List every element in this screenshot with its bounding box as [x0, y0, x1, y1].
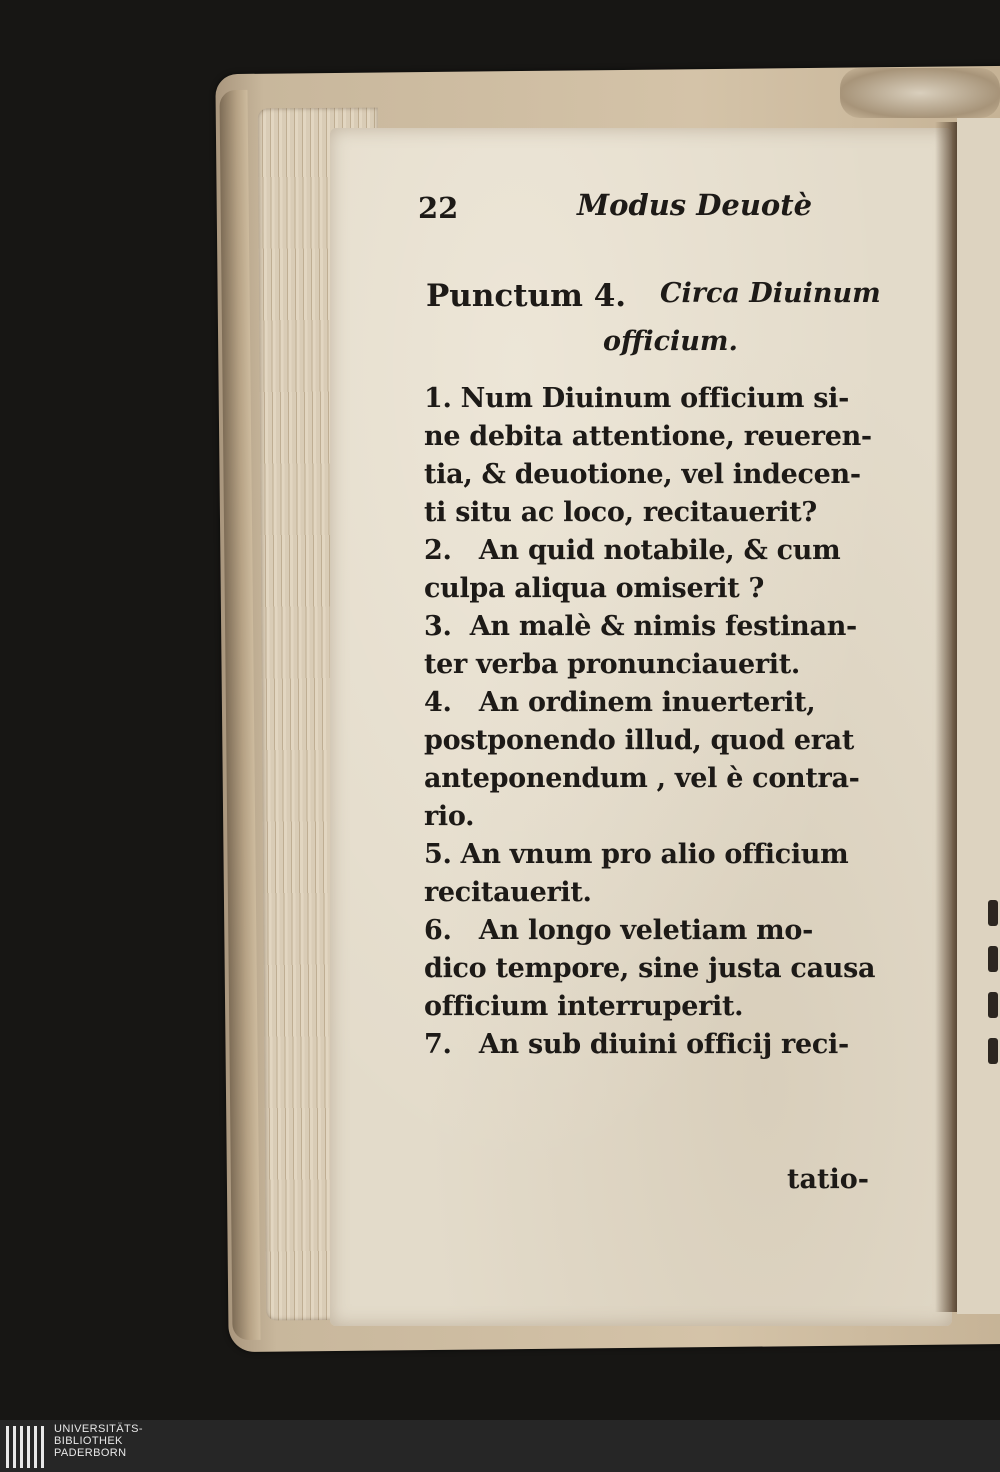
body-text — [424, 380, 934, 1064]
text-line: culpa aliqua omiserit ? — [424, 573, 765, 604]
binding-thread — [840, 68, 1000, 118]
text-line: tia, & deuotione, vel indecen- — [424, 459, 861, 490]
library-logo-icon — [6, 1426, 46, 1468]
text-line: ne debita attentione, reueren- — [424, 421, 872, 452]
section-title: Punctum 4. — [426, 278, 627, 314]
section-title-italic: Circa Diuinum — [660, 278, 881, 309]
section-title-continuation: officium. — [603, 326, 738, 357]
library-footer-bar — [0, 1420, 1000, 1472]
text-line: ti situ ac loco, recitauerit? — [424, 497, 817, 528]
text-line: 1. Num Diuinum officium si- — [424, 383, 850, 414]
text-line: recitauerit. — [424, 877, 592, 908]
text-line: dico tempore, sine justa causa — [424, 953, 876, 984]
text-line: 4. An ordinem inuerterit, — [424, 687, 816, 718]
text-line: ter verba pronunciauerit. — [424, 649, 800, 680]
catchword: tatio- — [787, 1164, 869, 1195]
text-line: 6. An longo veletiam mo- — [424, 915, 814, 946]
library-name-line: BIBLIOTHEK — [54, 1435, 123, 1447]
text-line: postponendo illud, quod erat — [424, 725, 855, 756]
library-name-line: PADERBORN — [54, 1447, 127, 1459]
page-gutter — [935, 122, 957, 1312]
text-line: officium interruperit. — [424, 991, 744, 1022]
facing-page-text-fragments — [988, 900, 1000, 1084]
text-line: 2. An quid notabile, & cum — [424, 535, 841, 566]
library-name-line: UNIVERSITÄTS- — [54, 1423, 143, 1435]
running-head: Modus Deuotè — [577, 188, 813, 222]
text-line: 7. An sub diuini officij reci- — [424, 1029, 849, 1060]
text-line: 3. An malè & nimis festinan- — [424, 611, 857, 642]
page-number: 22 — [418, 191, 459, 225]
facing-page — [957, 118, 1000, 1314]
library-name — [54, 1423, 143, 1459]
text-line: 5. An vnum pro alio officium — [424, 839, 849, 870]
text-line: anteponendum , vel è contra- — [424, 763, 860, 794]
text-line: rio. — [424, 801, 475, 832]
